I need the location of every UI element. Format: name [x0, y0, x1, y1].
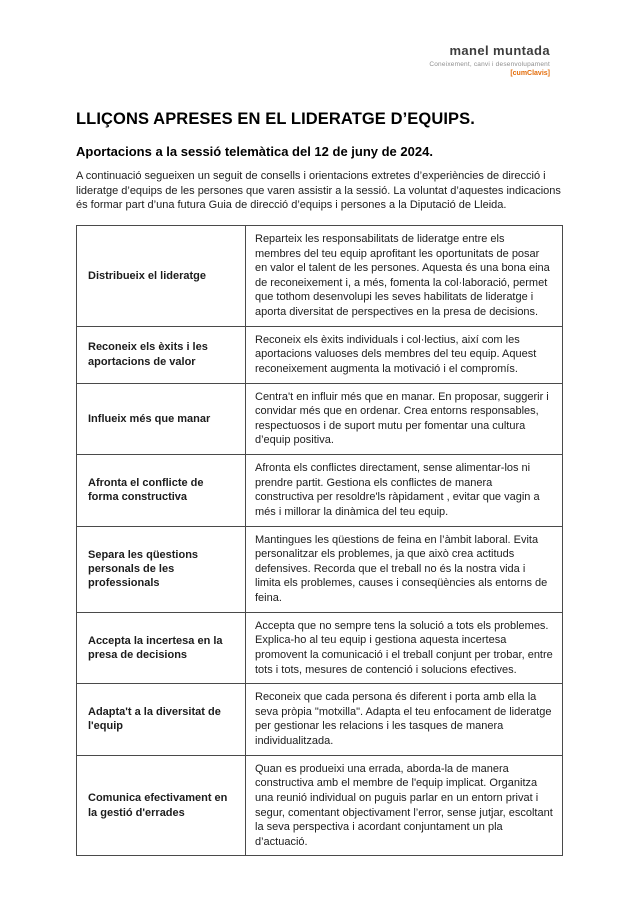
- table-row: [77, 455, 563, 527]
- row-label: Afronta el conflicte de forma constructiva: [77, 455, 246, 527]
- table-row: [77, 326, 563, 383]
- row-label: Reconeix els èxits i les aportacions de valor: [77, 326, 246, 383]
- row-text: Afronta els conflictes directament, sense alimentar-los ni prendre partit. Gestiona els conflictes de manera constructiva per resoldre'ls ràpidament , evitar que vagin a més i millorar la dinàmica del teu equip.: [246, 455, 563, 527]
- table-row: [77, 612, 563, 684]
- table-row: [77, 383, 563, 455]
- logo-brand: [cumClavis]: [510, 70, 550, 78]
- row-text: Reconeix els èxits individuals i col·lectius, així com les aportacions valuoses dels membres del teu equip. Aquest reconeixement augmenta la motivació i el compromís.: [246, 326, 563, 383]
- table-row: [77, 225, 563, 326]
- table-row: [77, 755, 563, 856]
- page-subtitle: Aportacions a la sessió telemàtica del 12 de juny de 2024.: [76, 144, 433, 159]
- logo-name: manel muntada: [449, 43, 550, 58]
- row-text: Reconeix que cada persona és diferent i porta amb ella la seva pròpia "motxilla". Adapta el teu enfocament de lideratge per gestionar les relacions i les tasques de manera individualitzada.: [246, 684, 563, 756]
- row-text: Accepta que no sempre tens la solució a tots els problemes. Explica-ho al teu equip i gestiona aquesta incertesa promovent la comunicació i el treball conjunt per trobar, entre tots i tots, mesures de contenció i solucions efectives.: [246, 612, 563, 684]
- row-label: Separa les qüestions personals de les professionals: [77, 526, 246, 612]
- row-label: Distribueix el lideratge: [77, 225, 246, 326]
- logo-tagline: Coneixement, canvi i desenvolupament: [429, 60, 550, 68]
- row-text: Reparteix les responsabilitats de lideratge entre els membres del teu equip aprofitant les oportunitats de posar en valor el talent de les persones. Aquesta és una bona eina de reconeixement i, a més, fomenta la col·laboració, permet que tothom desenvolupi les seves habilitats de lideratge i aporta diversitat de perspectives en la presa de decisions.: [246, 225, 563, 326]
- logo: [429, 44, 550, 78]
- row-text: Centra't en influir més que en manar. En proposar, suggerir i convidar més que en ordenar. Crea entorns responsables, respectuosos i de suport mutu per fomentar una cultura d’equip positiva.: [246, 383, 563, 455]
- advice-table: [76, 225, 563, 857]
- row-label: Influeix més que manar: [77, 383, 246, 455]
- page-title: LLIÇONS APRESES EN EL LIDERATGE D’EQUIPS.: [76, 110, 475, 128]
- row-label: Adapta't a la diversitat de l'equip: [77, 684, 246, 756]
- table-row: [77, 684, 563, 756]
- row-label: Comunica efectivament en la gestió d'errades: [77, 755, 246, 856]
- row-text: Quan es produeixi una errada, aborda-la de manera constructiva amb el membre de l'equip implicat. Organitza una reunió individual on puguis parlar en un entorn privat i segur, comentant objectivament l’error, sense jutjar, escoltant la seva perspectiva i acordant conjuntament un pla d’actuació.: [246, 755, 563, 856]
- row-label: Accepta la incertesa en la presa de decisions: [77, 612, 246, 684]
- table-row: [77, 526, 563, 612]
- row-text: Mantingues les qüestions de feina en l’àmbit laboral. Evita personalitzar els problemes, ja que això crea actituds defensives. Recorda que el treball no és la nostra vida i limita els problemes, causes i conseqüències als entorns de feina.: [246, 526, 563, 612]
- intro-paragraph: A continuació segueixen un seguit de consells i orientacions extretes d’experiències de direcció i lideratge d’equips de les persones que varen assistir a la sessió. La voluntat d’aquestes indicacions és formar part d’una futura Guia de direcció d’equips i persones a la Diputació de Lleida.: [76, 170, 561, 212]
